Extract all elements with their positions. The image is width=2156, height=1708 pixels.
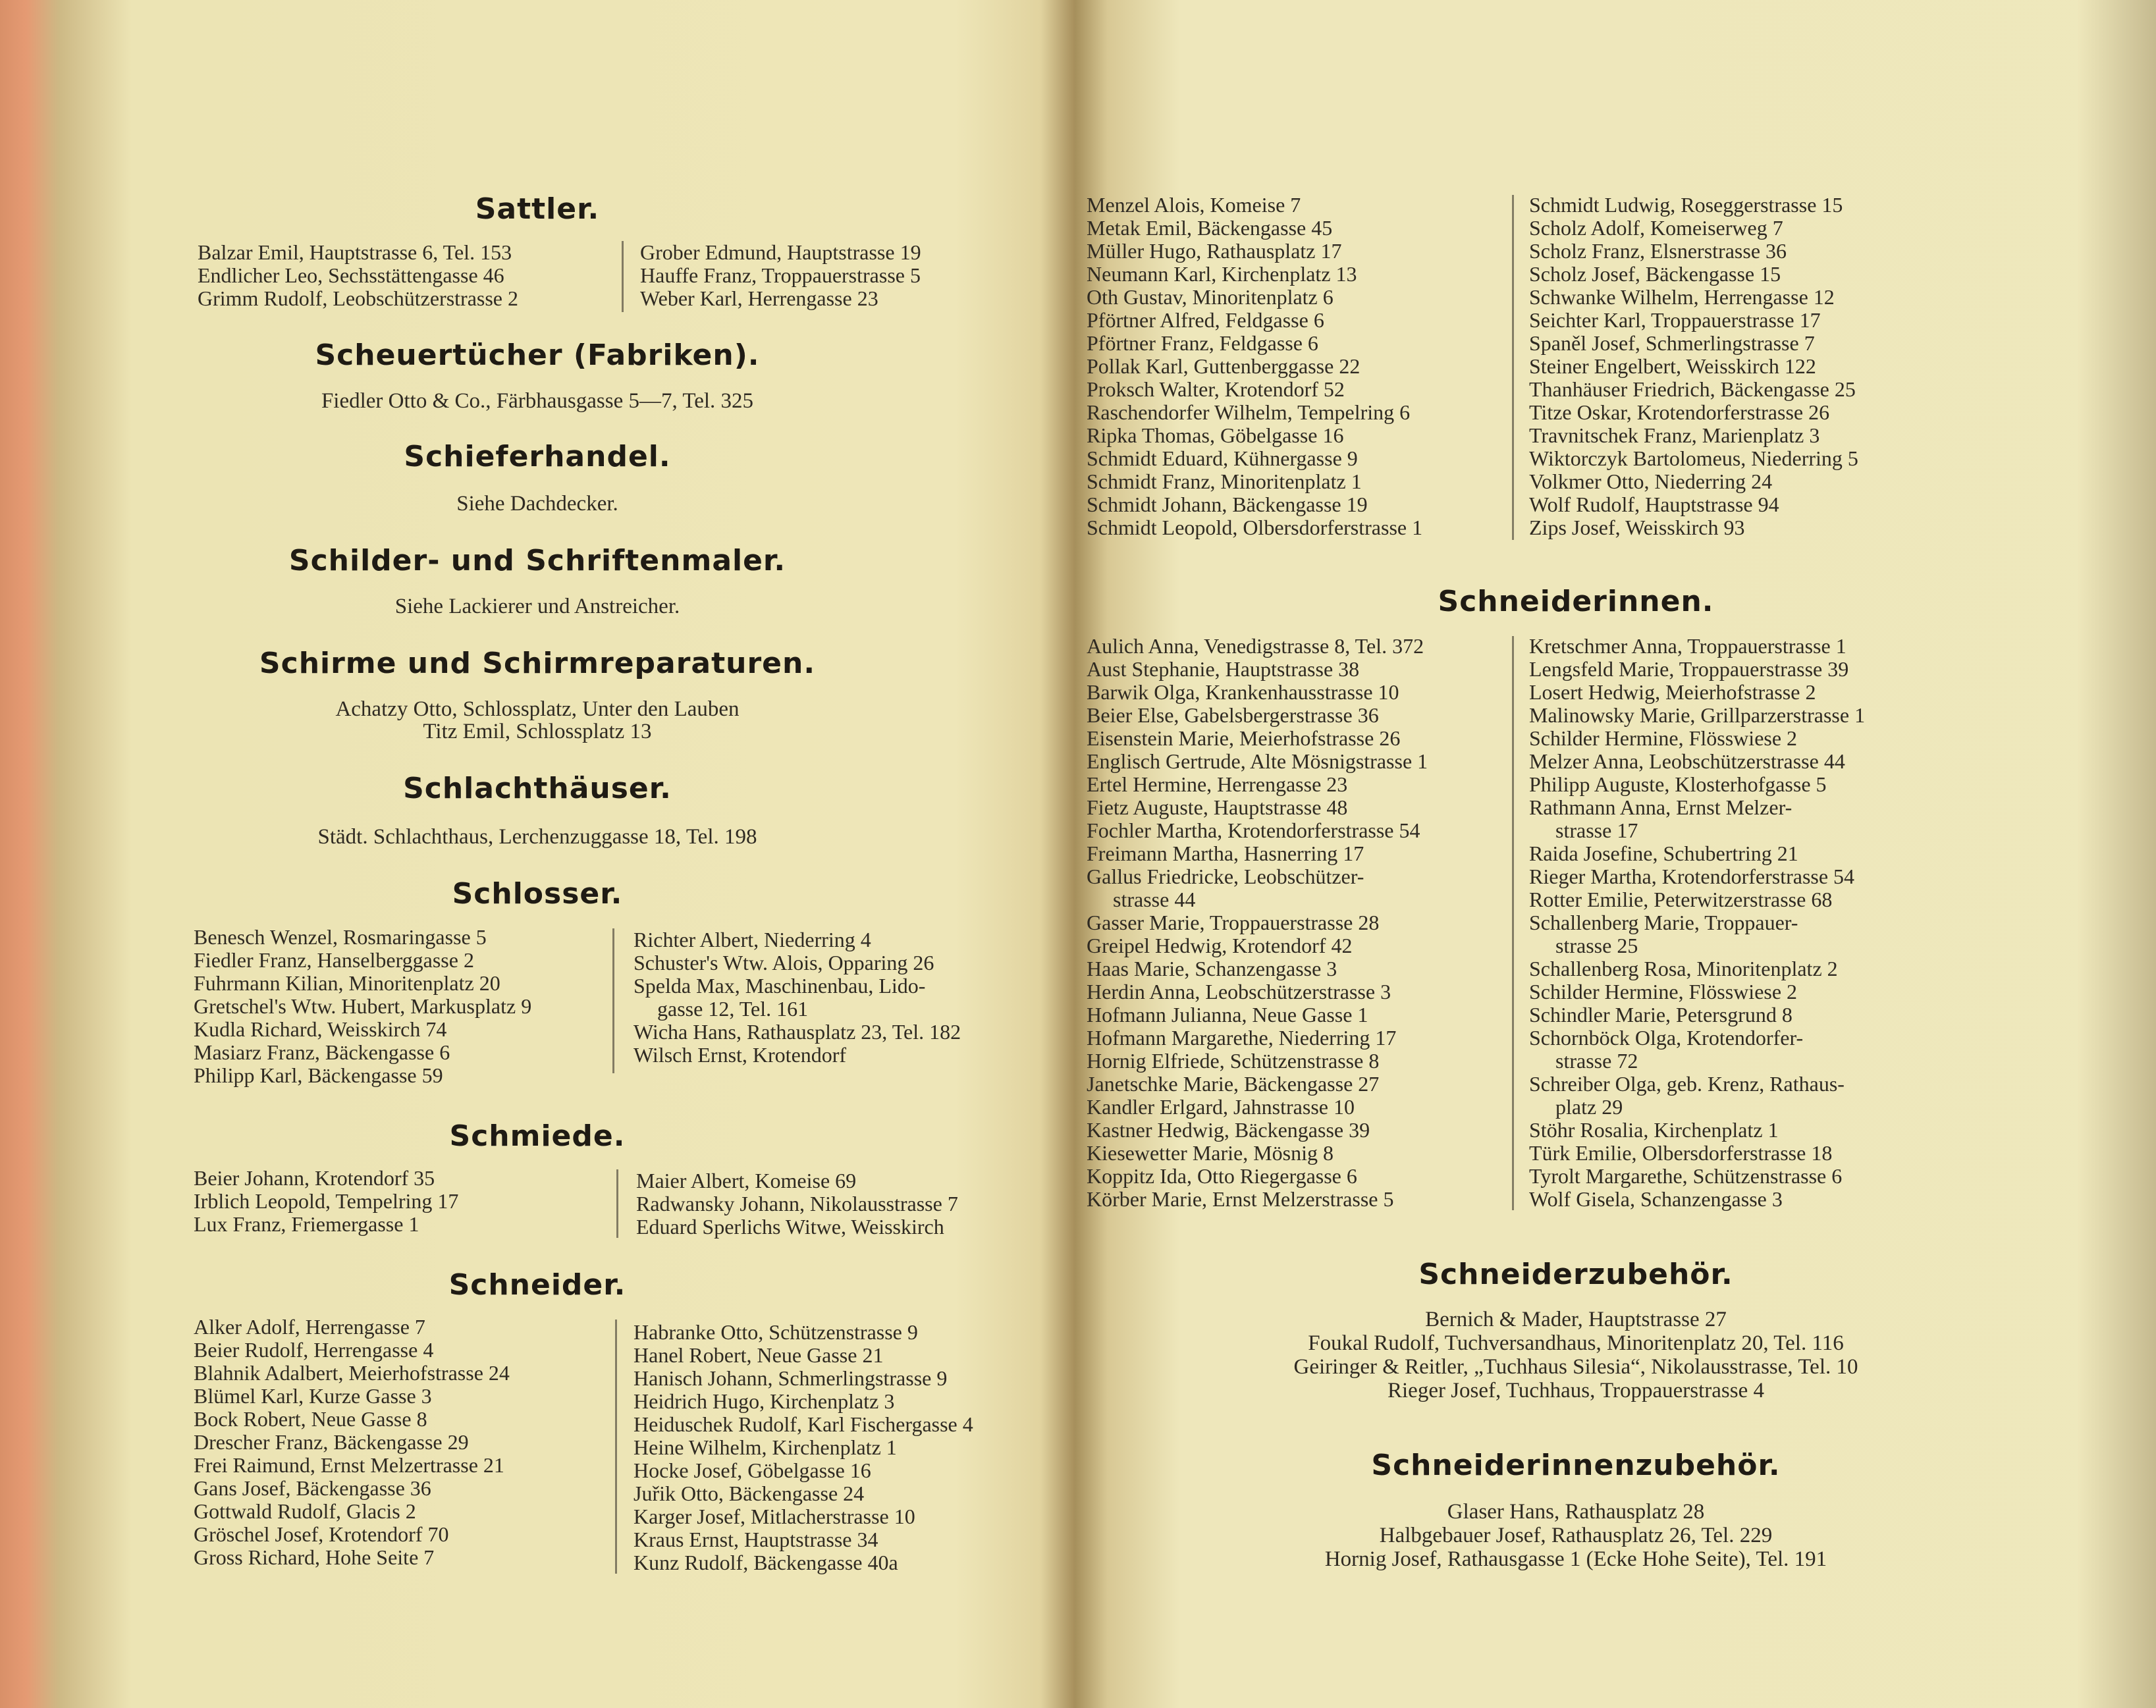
list-item: Gans Josef, Bäckengasse 36 [194, 1476, 431, 1500]
list-item: Weber Karl, Herrengasse 23 [640, 286, 878, 310]
list-item: Pförtner Franz, Feldgasse 6 [1087, 331, 1318, 355]
heading-schneider: Schneider. [448, 1268, 626, 1302]
list-item: Gross Richard, Hohe Seite 7 [194, 1545, 435, 1569]
list-item: Philipp Auguste, Klosterhofgasse 5 [1529, 772, 1827, 796]
schildermaler-entry: Siehe Lackierer und Anstreicher. [394, 595, 680, 618]
heading-schlachthaeuser: Schlachthäuser. [403, 772, 672, 805]
list-item: Rotter Emilie, Peterwitzerstrasse 68 [1529, 888, 1833, 911]
schmiede-column-left [194, 1167, 458, 1236]
list-item: Schuster's Wtw. Alois, Opparing 26 [633, 951, 934, 974]
list-item: Wilsch Ernst, Krotendorf [633, 1043, 847, 1067]
column-divider [615, 1320, 617, 1574]
list-item: Rathmann Anna, Ernst Melzer- [1529, 795, 1792, 819]
list-item: Hornig Josef, Rathausgasse 1 (Ecke Hohe Seite), Tel. 191 [1324, 1547, 1827, 1571]
list-item: Thanhäuser Friedrich, Bäckengasse 25 [1529, 377, 1856, 401]
list-item: Titz Emil, Schlossplatz 13 [423, 720, 652, 743]
schneiderinnenzubehoer-entries [1075, 1500, 2077, 1571]
list-item: Philipp Karl, Bäckengasse 59 [194, 1063, 443, 1087]
list-item: Lux Franz, Friemergasse 1 [194, 1212, 419, 1236]
schmiede-column-right [636, 1169, 958, 1239]
list-item: Menzel Alois, Komeise 7 [1087, 193, 1301, 217]
list-item: Rieger Martha, Krotendorferstrasse 54 [1529, 865, 1855, 888]
list-item: Steiner Engelbert, Weisskirch 122 [1529, 354, 1816, 378]
list-item: Hornig Elfriede, Schützenstrasse 8 [1087, 1049, 1380, 1073]
list-item: Kiesewetter Marie, Mösnig 8 [1087, 1141, 1334, 1165]
list-item: Radwansky Johann, Nikolausstrasse 7 [636, 1192, 958, 1215]
left-page [0, 0, 1075, 1708]
list-item: Juřik Otto, Bäckengasse 24 [633, 1481, 865, 1505]
list-item: Wolf Gisela, Schanzengasse 3 [1529, 1187, 1783, 1211]
heading-schirme: Schirme und Schirmreparaturen. [259, 647, 816, 680]
column-divider [622, 241, 624, 312]
schneider-column-right [633, 1321, 973, 1574]
list-item: Grober Edmund, Hauptstrasse 19 [640, 240, 921, 264]
list-item: Hocke Josef, Göbelgasse 16 [633, 1458, 871, 1482]
list-item: Balzar Emil, Hauptstrasse 6, Tel. 153 [198, 240, 512, 264]
list-item: Aulich Anna, Venedigstrasse 8, Tel. 372 [1087, 634, 1424, 658]
list-item: Endlicher Leo, Sechsstättengasse 46 [198, 263, 504, 287]
list-item: Bernich & Mader, Hauptstrasse 27 [1425, 1308, 1727, 1331]
list-item: Bock Robert, Neue Gasse 8 [194, 1407, 427, 1431]
list-item: Hanisch Johann, Schmerlingstrasse 9 [633, 1366, 948, 1390]
list-item: Pförtner Alfred, Feldgasse 6 [1087, 308, 1324, 332]
schneider-cont-column-left [1087, 194, 1422, 539]
list-item: Kretschmer Anna, Troppauerstrasse 1 [1529, 634, 1846, 658]
list-item: Blümel Karl, Kurze Gasse 3 [194, 1384, 432, 1408]
list-item: Wiktorczyk Bartolomeus, Niederring 5 [1529, 446, 1858, 470]
list-item: Habranke Otto, Schützenstrasse 9 [633, 1320, 918, 1344]
column-divider [1512, 636, 1514, 1210]
heading-schildermaler: Schilder- und Schriftenmaler. [288, 544, 786, 577]
list-item: Geiringer & Reitler, „Tuchhaus Silesia“, Nikolausstrasse, Tel. 10 [1293, 1355, 1858, 1379]
list-item: Maier Albert, Komeise 69 [636, 1169, 857, 1192]
list-item: strasse 44 [1113, 888, 1196, 911]
column-divider [1512, 195, 1514, 540]
column-divider [616, 1169, 618, 1238]
list-item: Ripka Thomas, Göbelgasse 16 [1087, 423, 1344, 447]
schneider-column-left [194, 1316, 510, 1569]
schneiderinnen-column-right [1529, 635, 1865, 1211]
list-item: Heine Wilhelm, Kirchenplatz 1 [633, 1435, 897, 1459]
list-item: Zips Josef, Weisskirch 93 [1529, 516, 1745, 539]
schneider-cont-column-right [1529, 194, 1858, 539]
heading-schlosser: Schlosser. [452, 877, 623, 911]
heading-schneiderinnen: Schneiderinnen. [1438, 585, 1714, 618]
list-item: Spelda Max, Maschinenbau, Lido- [633, 974, 926, 998]
list-item: Tyrolt Margarethe, Schützenstrasse 6 [1529, 1164, 1843, 1188]
list-item: Kastner Hedwig, Bäckengasse 39 [1087, 1118, 1370, 1142]
list-item: Volkmer Otto, Niederring 24 [1529, 469, 1773, 493]
list-item: Lengsfeld Marie, Troppauerstrasse 39 [1529, 657, 1849, 681]
list-item: Heiduschek Rudolf, Karl Fischergasse 4 [633, 1412, 973, 1436]
list-item: Rieger Josef, Tuchhaus, Troppauerstrasse 4 [1388, 1379, 1764, 1402]
heading-scheuertuecher: Scheuertücher (Fabriken). [315, 338, 760, 372]
column-divider [612, 928, 614, 1073]
list-item: Achatzy Otto, Schlossplatz, Unter den Lauben [335, 697, 740, 721]
list-item: Englisch Gertrude, Alte Mösnigstrasse 1 [1087, 749, 1428, 773]
list-item: Müller Hugo, Rathausplatz 17 [1087, 239, 1342, 263]
list-item: Losert Hedwig, Meierhofstrasse 2 [1529, 680, 1816, 704]
list-item: strasse 17 [1555, 818, 1638, 842]
schneiderzubehoer-entries [1075, 1308, 2077, 1402]
list-item: Beier Rudolf, Herrengasse 4 [194, 1338, 434, 1362]
list-item: gasse 12, Tel. 161 [657, 997, 809, 1021]
list-item: Gröschel Josef, Krotendorf 70 [194, 1522, 449, 1546]
list-item: Neumann Karl, Kirchenplatz 13 [1087, 262, 1357, 286]
right-page [1075, 0, 2156, 1708]
list-item: Schilder Hermine, Flösswiese 2 [1529, 726, 1798, 750]
list-item: Hofmann Margarethe, Niederring 17 [1087, 1026, 1397, 1050]
heading-schieferhandel: Schieferhandel. [404, 440, 671, 473]
list-item: Fochler Martha, Krotendorferstrasse 54 [1087, 818, 1420, 842]
schlachthaeuser-entry: Städt. Schlachthaus, Lerchenzuggasse 18, Tel. 198 [317, 825, 757, 849]
list-item: Ertel Hermine, Herrengasse 23 [1087, 772, 1348, 796]
list-item: Gottwald Rudolf, Glacis 2 [194, 1499, 416, 1523]
list-item: Malinowsky Marie, Grillparzerstrasse 1 [1529, 703, 1866, 727]
list-item: Scholz Josef, Bäckengasse 15 [1529, 262, 1781, 286]
list-item: Karger Josef, Mitlacherstrasse 10 [633, 1505, 915, 1528]
list-item: Heidrich Hugo, Kirchenplatz 3 [633, 1389, 895, 1413]
list-item: Schornböck Olga, Krotendorfer- [1529, 1026, 1804, 1050]
list-item: Pollak Karl, Guttenberggasse 22 [1087, 354, 1361, 378]
list-item: Scholz Franz, Elsnerstrasse 36 [1529, 239, 1787, 263]
heading-sattler: Sattler. [475, 192, 600, 226]
list-item: Haas Marie, Schanzengasse 3 [1087, 957, 1337, 980]
list-item: Fiedler Franz, Hanselberggasse 2 [194, 948, 474, 972]
list-item: Travnitschek Franz, Marienplatz 3 [1529, 423, 1820, 447]
list-item: Schreiber Olga, geb. Krenz, Rathaus- [1529, 1072, 1845, 1096]
list-item: Blahnik Adalbert, Meierhofstrasse 24 [194, 1361, 510, 1385]
list-item: Gallus Friedricke, Leobschützer- [1087, 865, 1364, 888]
list-item: Spaněl Josef, Schmerlingstrasse 7 [1529, 331, 1815, 355]
list-item: Koppitz Ida, Otto Riegergasse 6 [1087, 1164, 1357, 1188]
list-item: Körber Marie, Ernst Melzerstrasse 5 [1087, 1187, 1394, 1211]
list-item: Türk Emilie, Olbersdorferstrasse 18 [1529, 1141, 1833, 1165]
list-item: Eduard Sperlichs Witwe, Weisskirch [636, 1215, 944, 1239]
sattler-column-right [640, 241, 921, 310]
heading-schmiede: Schmiede. [449, 1119, 626, 1153]
list-item: Kudla Richard, Weisskirch 74 [194, 1017, 447, 1041]
list-item: Gasser Marie, Troppauerstrasse 28 [1087, 911, 1380, 934]
heading-schneiderzubehoer: Schneiderzubehör. [1418, 1258, 1733, 1291]
list-item: strasse 72 [1555, 1049, 1638, 1073]
list-item: Schmidt Eduard, Kühnergasse 9 [1087, 446, 1358, 470]
list-item: Metak Emil, Bäckengasse 45 [1087, 216, 1333, 240]
list-item: Freimann Martha, Hasnerring 17 [1087, 841, 1364, 865]
list-item: Schallenberg Marie, Troppauer- [1529, 911, 1798, 934]
schirme-entries [0, 698, 1075, 743]
schieferhandel-entry: Siehe Dachdecker. [456, 492, 618, 516]
list-item: Schmidt Ludwig, Roseggerstrasse 15 [1529, 193, 1843, 217]
list-item: Stöhr Rosalia, Kirchenplatz 1 [1529, 1118, 1779, 1142]
list-item: Melzer Anna, Leobschützerstrasse 44 [1529, 749, 1845, 773]
list-item: Titze Oskar, Krotendorferstrasse 26 [1529, 400, 1830, 424]
list-item: Seichter Karl, Troppauerstrasse 17 [1529, 308, 1821, 332]
list-item: Proksch Walter, Krotendorf 52 [1087, 377, 1345, 401]
schneiderinnen-column-left [1087, 635, 1428, 1211]
list-item: Raida Josefine, Schubertring 21 [1529, 841, 1798, 865]
list-item: Kraus Ernst, Hauptstrasse 34 [633, 1528, 878, 1551]
list-item: Drescher Franz, Bäckengasse 29 [194, 1430, 469, 1454]
list-item: platz 29 [1555, 1095, 1623, 1119]
list-item: Hofmann Julianna, Neue Gasse 1 [1087, 1003, 1368, 1027]
list-item: Masiarz Franz, Bäckengasse 6 [194, 1040, 450, 1064]
list-item: Eisenstein Marie, Meierhofstrasse 26 [1087, 726, 1401, 750]
list-item: strasse 25 [1555, 934, 1638, 957]
list-item: Alker Adolf, Herrengasse 7 [194, 1315, 425, 1339]
list-item: Foukal Rudolf, Tuchversandhaus, Minoritenplatz 20, Tel. 116 [1308, 1331, 1844, 1355]
list-item: Benesch Wenzel, Rosmaringasse 5 [194, 925, 487, 949]
list-item: Schallenberg Rosa, Minoritenplatz 2 [1529, 957, 1838, 980]
list-item: Irblich Leopold, Tempelring 17 [194, 1189, 459, 1213]
list-item: Kandler Erlgard, Jahnstrasse 10 [1087, 1095, 1355, 1119]
list-item: Schmidt Johann, Bäckengasse 19 [1087, 493, 1368, 516]
schlosser-column-right [633, 928, 961, 1067]
list-item: Hauffe Franz, Troppauerstrasse 5 [640, 263, 921, 287]
list-item: Hanel Robert, Neue Gasse 21 [633, 1343, 884, 1367]
list-item: Herdin Anna, Leobschützerstrasse 3 [1087, 980, 1391, 1003]
list-item: Schmidt Franz, Minoritenplatz 1 [1087, 469, 1362, 493]
list-item: Raschendorfer Wilhelm, Tempelring 6 [1087, 400, 1411, 424]
list-item: Scholz Adolf, Komeiserweg 7 [1529, 216, 1783, 240]
list-item: Aust Stephanie, Hauptstrasse 38 [1087, 657, 1360, 681]
list-item: Grimm Rudolf, Leobschützerstrasse 2 [198, 286, 518, 310]
list-item: Wicha Hans, Rathausplatz 23, Tel. 182 [633, 1020, 961, 1044]
schlosser-column-left [194, 926, 531, 1087]
list-item: Beier Johann, Krotendorf 35 [194, 1166, 435, 1190]
list-item: Wolf Rudolf, Hauptstrasse 94 [1529, 493, 1779, 516]
list-item: Schilder Hermine, Flösswiese 2 [1529, 980, 1798, 1003]
list-item: Kunz Rudolf, Bäckengasse 40a [633, 1551, 898, 1574]
list-item: Halbgebauer Josef, Rathausplatz 26, Tel. 229 [1379, 1524, 1773, 1547]
list-item: Glaser Hans, Rathausplatz 28 [1447, 1500, 1705, 1524]
list-item: Schmidt Leopold, Olbersdorferstrasse 1 [1087, 516, 1423, 539]
list-item: Fietz Auguste, Hauptstrasse 48 [1087, 795, 1348, 819]
list-item: Frei Raimund, Ernst Melzertrasse 21 [194, 1453, 504, 1477]
list-item: Beier Else, Gabelsbergerstrasse 36 [1087, 703, 1379, 727]
scheuertuecher-entry: Fiedler Otto & Co., Färbhausgasse 5—7, Tel. 325 [321, 389, 754, 413]
list-item: Fuhrmann Kilian, Minoritenplatz 20 [194, 971, 500, 995]
list-item: Richter Albert, Niederring 4 [633, 928, 871, 951]
list-item: Barwik Olga, Krankenhausstrasse 10 [1087, 680, 1399, 704]
list-item: Gretschel's Wtw. Hubert, Markusplatz 9 [194, 994, 532, 1018]
list-item: Schindler Marie, Petersgrund 8 [1529, 1003, 1792, 1027]
list-item: Greipel Hedwig, Krotendorf 42 [1087, 934, 1353, 957]
list-item: Oth Gustav, Minoritenplatz 6 [1087, 285, 1334, 309]
list-item: Schwanke Wilhelm, Herrengasse 12 [1529, 285, 1835, 309]
heading-schneiderinnenzubehoer: Schneiderinnenzubehör. [1371, 1449, 1781, 1482]
list-item: Janetschke Marie, Bäckengasse 27 [1087, 1072, 1380, 1096]
sattler-column-left [198, 241, 518, 310]
